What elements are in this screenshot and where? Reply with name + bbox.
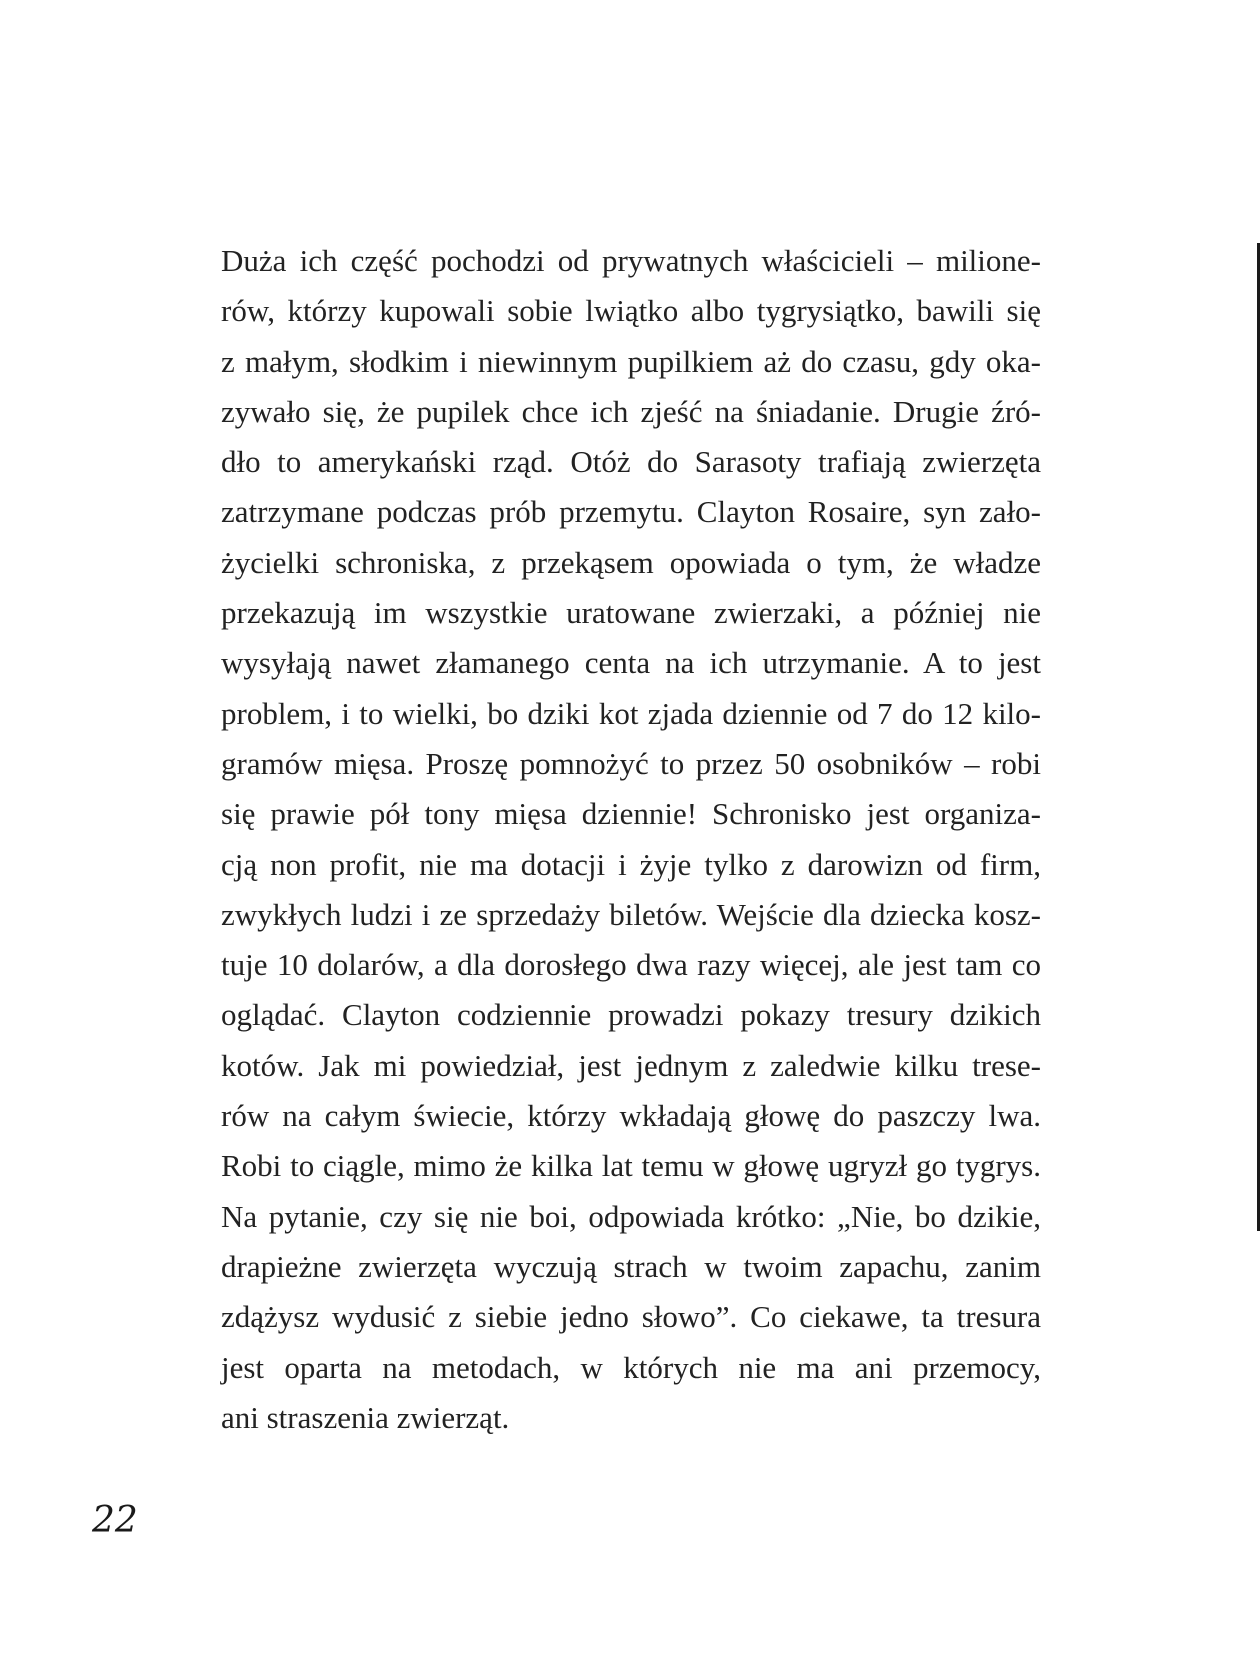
text-line: zatrzymane podczas prób przemytu. Clayton Rosaire, syn zało- (221, 494, 1041, 530)
text-line: kotów. Jak mi powiedział, jest jednym z zaledwie kilku trese- (221, 1047, 1041, 1083)
text-line: z małym, słodkim i niewinnym pupilkiem aż do czasu, gdy oka- (221, 343, 1041, 379)
text-line: oglądać. Clayton codziennie prowadzi pokazy tresury dzikich (221, 997, 1041, 1033)
text-line: Na pytanie, czy się nie boi, odpowiada krótko: „Nie, bo dzikie, (221, 1198, 1041, 1234)
text-line: rów na całym świecie, którzy wkładają głowę do paszczy lwa. (221, 1098, 1041, 1134)
text-line: zwykłych ludzi i ze sprzedaży biletów. Wejście dla dziecka kosz- (221, 896, 1041, 932)
text-line: Duża ich część pochodzi od prywatnych właścicieli – milione- (221, 243, 1041, 278)
text-line: Robi to ciągle, mimo że kilka lat temu w głowę ugryzł go tygrys. (221, 1148, 1041, 1184)
text-line: cją non profit, nie ma dotacji i żyje tylko z darowizn od firm, (221, 846, 1041, 882)
text-line: drapieżne zwierzęta wyczują strach w twoim zapachu, zanim (221, 1248, 1041, 1284)
text-line: przekazują im wszystkie uratowane zwierzaki, a później nie (221, 595, 1041, 631)
text-line: tuje 10 dolarów, a dla dorosłego dwa razy więcej, ale jest tam co (221, 947, 1041, 983)
text-line: rów, którzy kupowali sobie lwiątko albo tygrysiątko, bawili się (221, 293, 1041, 329)
text-line: problem, i to wielki, bo dziki kot zjada dziennie od 7 do 12 kilo- (221, 695, 1041, 731)
text-line: się prawie pół tony mięsa dziennie! Schronisko jest organiza- (221, 796, 1041, 832)
body-text (221, 236, 1041, 1443)
text-line: dło to amerykański rząd. Otóż do Sarasoty trafiają zwierzęta (221, 444, 1041, 480)
text-line: jest oparta na metodach, w których nie ma ani przemocy, (221, 1349, 1041, 1385)
text-line: zdążysz wydusić z siebie jedno słowo”. Co ciekawe, ta tresura (221, 1299, 1041, 1335)
text-line: wysyłają nawet złamanego centa na ich utrzymanie. A to jest (221, 645, 1041, 681)
text-line: ani straszenia zwierząt. (221, 1399, 510, 1435)
text-line: życielki schroniska, z przekąsem opowiada o tym, że władze (221, 544, 1041, 580)
text-line: zywało się, że pupilek chce ich zjeść na śniadanie. Drugie źró- (221, 393, 1041, 429)
text-line: gramów mięsa. Proszę pomnożyć to przez 50 osobników – robi (221, 745, 1041, 781)
page-number: 22 (92, 1500, 138, 1541)
